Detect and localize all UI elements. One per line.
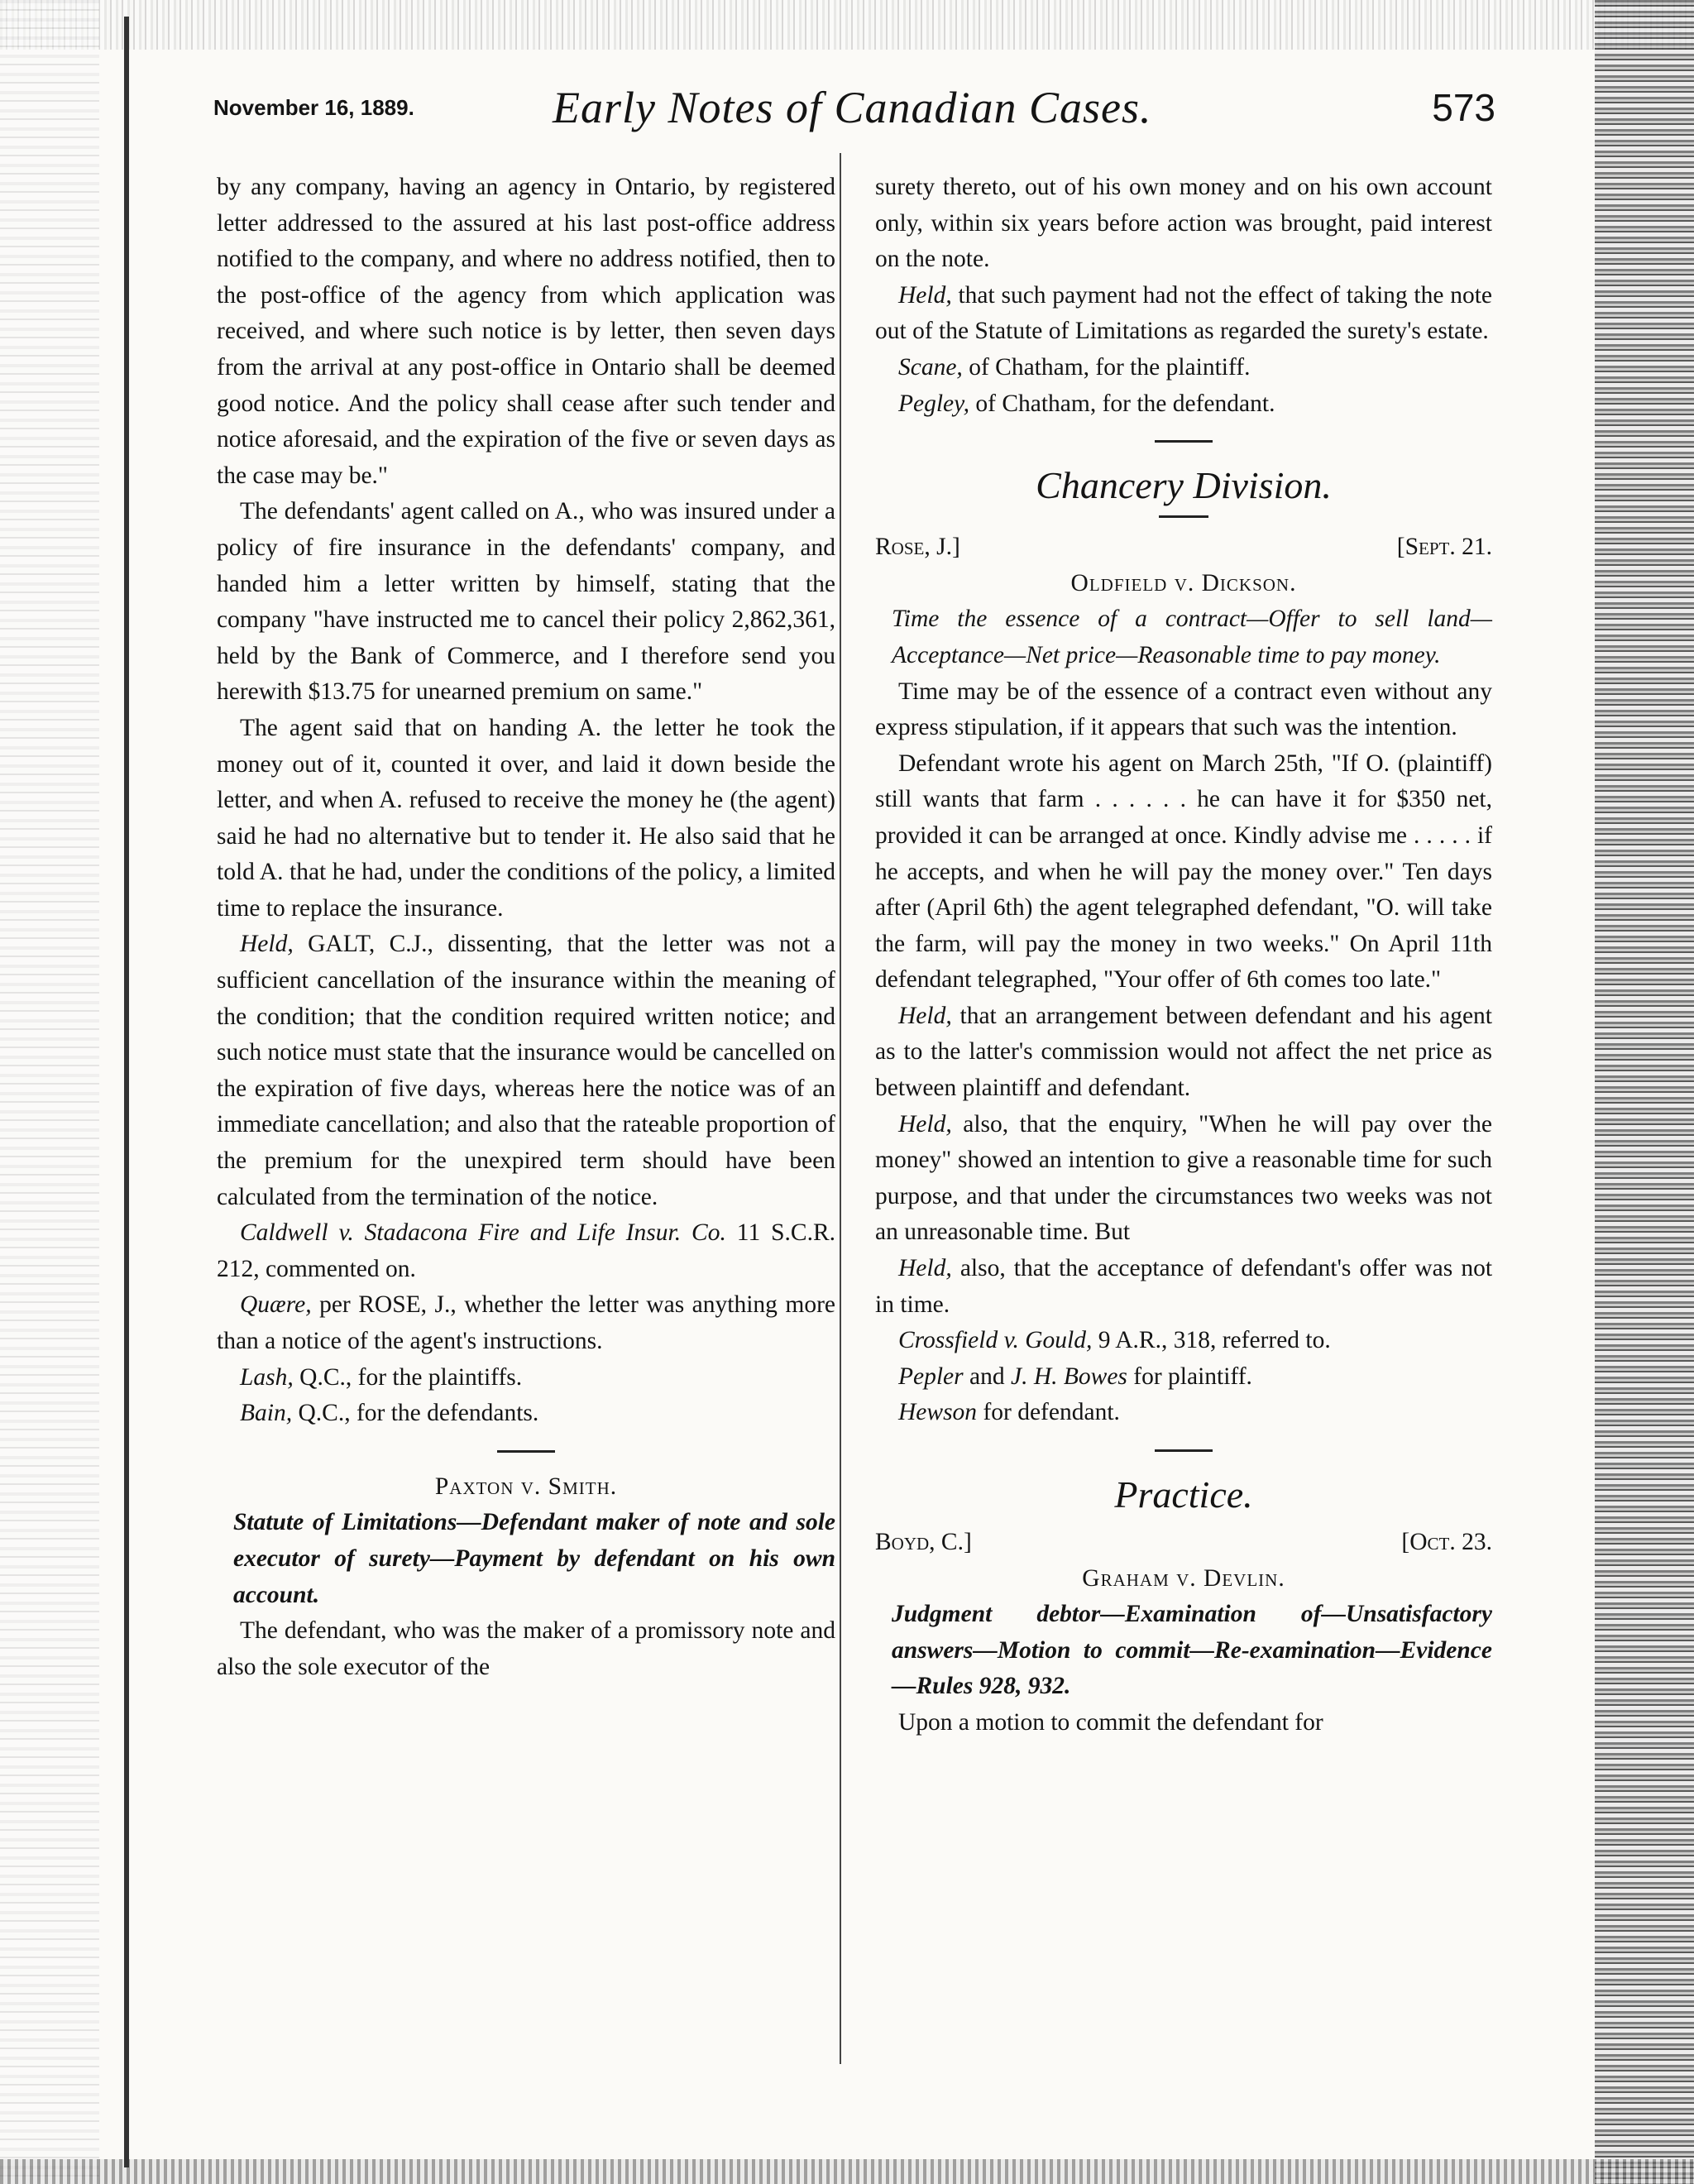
- paragraph: Upon a motion to commit the defendant for: [898, 1708, 1323, 1736]
- page-border: [124, 17, 129, 2167]
- counsel-name: Pegley,: [898, 390, 969, 417]
- case-title: Graham v. Devlin.: [1082, 1564, 1285, 1592]
- counsel-name: Scane,: [898, 353, 963, 381]
- quaere-label: Quære,: [240, 1291, 312, 1319]
- counsel-text: of Chatham, for the plaintiff.: [969, 353, 1251, 381]
- paragraph: [217, 927, 835, 1215]
- counsel-name: J. H. Bowes: [1010, 1363, 1127, 1390]
- paragraph: [875, 1323, 1492, 1359]
- paragraph-text: GALT, C.J., dissenting, that the letter was not a sufficient cancellation of the insurance within the meaning of the condition; that the condition required written notice; and such notice must state that the insurance would be cancelled on the expiration of five days, whereas here the notice was of an immediate cancellation; and also that the rateable proportion of the premium for the unexpired term should have been calculated from the termination of the notice.: [217, 931, 836, 1210]
- held-label: Held,: [898, 1110, 952, 1138]
- paragraph: The defendant, who was the maker of a promissory note and also the sole executor of the: [217, 1617, 835, 1680]
- counsel-text: Q.C., for the plaintiffs.: [299, 1363, 523, 1391]
- judge-name: Rose, J.]: [875, 534, 960, 561]
- page-number: 573: [1432, 86, 1495, 129]
- counsel-text: Q.C., for the defendants.: [298, 1400, 539, 1427]
- paragraph: Defendant wrote his agent on March 25th, "If O. (plaintiff) still wants that farm . . . . . . he can have it for $350 net, provided it can be arranged at once. Kindly advise me . . . . . if he accepts, and when he will pay the money over." Ten days after (April 6th) the agent telegraphed defendant, "O. will take the farm, will pay the money in two weeks." On April 11th defendant telegraphed, "Your offer of 6th comes too late.": [875, 750, 1492, 994]
- counsel-text: for plaintiff.: [1133, 1363, 1252, 1390]
- paragraph-text: also, that the enquiry, "When he will pay over the money" showed an intention to give a reasonable time for such purpose, and that under the circumstances two weeks was not an unreasonable time. But: [875, 1110, 1492, 1246]
- scan-noise-left: [0, 0, 99, 2184]
- held-label: Held,: [240, 931, 294, 958]
- scan-noise-top: [0, 0, 1694, 50]
- paragraph: by any company, having an agency in Ontario, by registered letter addressed to the assured at his last post-office address notified to the company, and where no address notified, then to the post-office of the agency from which application was received, and where such notice is by letter, then seven days from the arrival at any post-office in Ontario shall be deemed good notice. And the policy shall cease after such tender and notice aforesaid, and the expiration of the five or seven days as the case may be.": [217, 174, 835, 489]
- case-citation: Crossfield v. Gould,: [898, 1327, 1093, 1354]
- held-label: Held,: [898, 1002, 952, 1029]
- case-title: Paxton v. Smith.: [434, 1473, 618, 1500]
- paragraph-text: also, that the acceptance of defendant's offer was not in time.: [875, 1255, 1493, 1318]
- paragraph-text: 11 S.C.R. 212, commented on.: [217, 1219, 836, 1282]
- case-citation: Caldwell v. Stadacona Fire and Life Insur. Co.: [240, 1219, 726, 1247]
- counsel-text: of Chatham, for the defendant.: [975, 390, 1275, 417]
- counsel-text: and: [969, 1363, 1005, 1390]
- page-header: [213, 83, 1495, 153]
- counsel-name: Hewson: [898, 1399, 978, 1426]
- column-divider: [840, 153, 841, 2064]
- paragraph: [875, 1107, 1492, 1251]
- paragraph: [875, 1251, 1492, 1323]
- decision-date: [Oct. 23.: [1401, 1529, 1492, 1555]
- held-label: Held,: [898, 281, 952, 309]
- right-column: [875, 170, 1492, 1741]
- paragraph-text: per ROSE, J., whether the letter was anything more than a notice of the agent's instructions.: [217, 1291, 835, 1354]
- paragraph: surety thereto, out of his own money and on his own account only, within six years before action was brought, paid interest on the note.: [875, 174, 1492, 273]
- judge-line: [875, 1525, 1492, 1561]
- judge-line: [875, 529, 1492, 566]
- catchwords: Statute of Limitations—Defendant maker of note and sole executor of surety—Payment by defendant on his own account.: [233, 1509, 835, 1608]
- paragraph: [217, 1287, 835, 1359]
- division-heading: Chancery Division.: [1036, 464, 1332, 507]
- scan-noise-right: [1595, 0, 1694, 2184]
- counsel-line: [217, 1360, 835, 1396]
- header-date: November 16, 1889.: [213, 95, 414, 120]
- left-column: [217, 170, 835, 1685]
- decision-date: [Sept. 21.: [1396, 534, 1492, 561]
- journal-title: Early Notes of Canadian Cases.: [553, 83, 1152, 132]
- section-separator: [1155, 1449, 1213, 1452]
- paragraph: [875, 999, 1492, 1107]
- catchwords: Judgment debtor—Examination of—Unsatisfactory answers—Motion to commit—Re-examination—Evidence—Rules 928, 932.: [892, 1601, 1492, 1700]
- paragraph-text: that an arrangement between defendant and his agent as to the latter's commission would not affect the net price as between plaintiff and defendant.: [875, 1002, 1493, 1102]
- paragraph: [217, 1215, 835, 1287]
- section-separator: [1155, 440, 1213, 443]
- scan-noise-bottom: [0, 2159, 1694, 2184]
- case-title: Oldfield v. Dickson.: [1070, 569, 1297, 596]
- counsel-name: Bain,: [240, 1400, 293, 1427]
- counsel-name: Lash,: [240, 1363, 294, 1391]
- paragraph: [875, 278, 1492, 350]
- paragraph: The defendants' agent called on A., who was insured under a policy of fire insurance in the defendants' company, and handed him a letter written by himself, stating that the company "have instructed me to cancel their policy 2,862,361, held by the Bank of Commerce, and I therefore send you herewith $13.75 for unearned premium on same.": [217, 498, 835, 706]
- paragraph: The agent said that on handing A. the letter he took the money out of it, counted it over, and laid it down beside the letter, and when A. refused to receive the money he (the agent) said he had no alternative but to tender it. He also said that he told A. that he had, under the conditions of the policy, a limited time to replace the insurance.: [217, 714, 835, 922]
- counsel-line: [875, 1395, 1492, 1431]
- paragraph-text: 9 A.R., 318, referred to.: [1098, 1327, 1331, 1354]
- section-separator: [497, 1450, 555, 1453]
- paragraph: Time may be of the essence of a contract even without any express stipulation, if it appears that such was the intention.: [875, 678, 1492, 741]
- judge-name: Boyd, C.]: [875, 1529, 972, 1555]
- counsel-text: for defendant.: [983, 1399, 1120, 1426]
- catchwords: Time the essence of a contract—Offer to sell land—Acceptance—Net price—Reasonable time to pay money.: [892, 606, 1492, 668]
- counsel-name: Pepler: [898, 1363, 964, 1390]
- counsel-line: [875, 386, 1492, 423]
- held-label: Held,: [898, 1255, 952, 1282]
- counsel-line: [217, 1396, 835, 1432]
- division-heading: Practice.: [1114, 1473, 1253, 1516]
- paragraph-text: that such payment had not the effect of taking the note out of the Statute of Limitations as regarded the surety's estate.: [875, 281, 1493, 345]
- section-separator: [1159, 515, 1208, 518]
- counsel-line: [875, 350, 1492, 386]
- counsel-line: [875, 1359, 1492, 1396]
